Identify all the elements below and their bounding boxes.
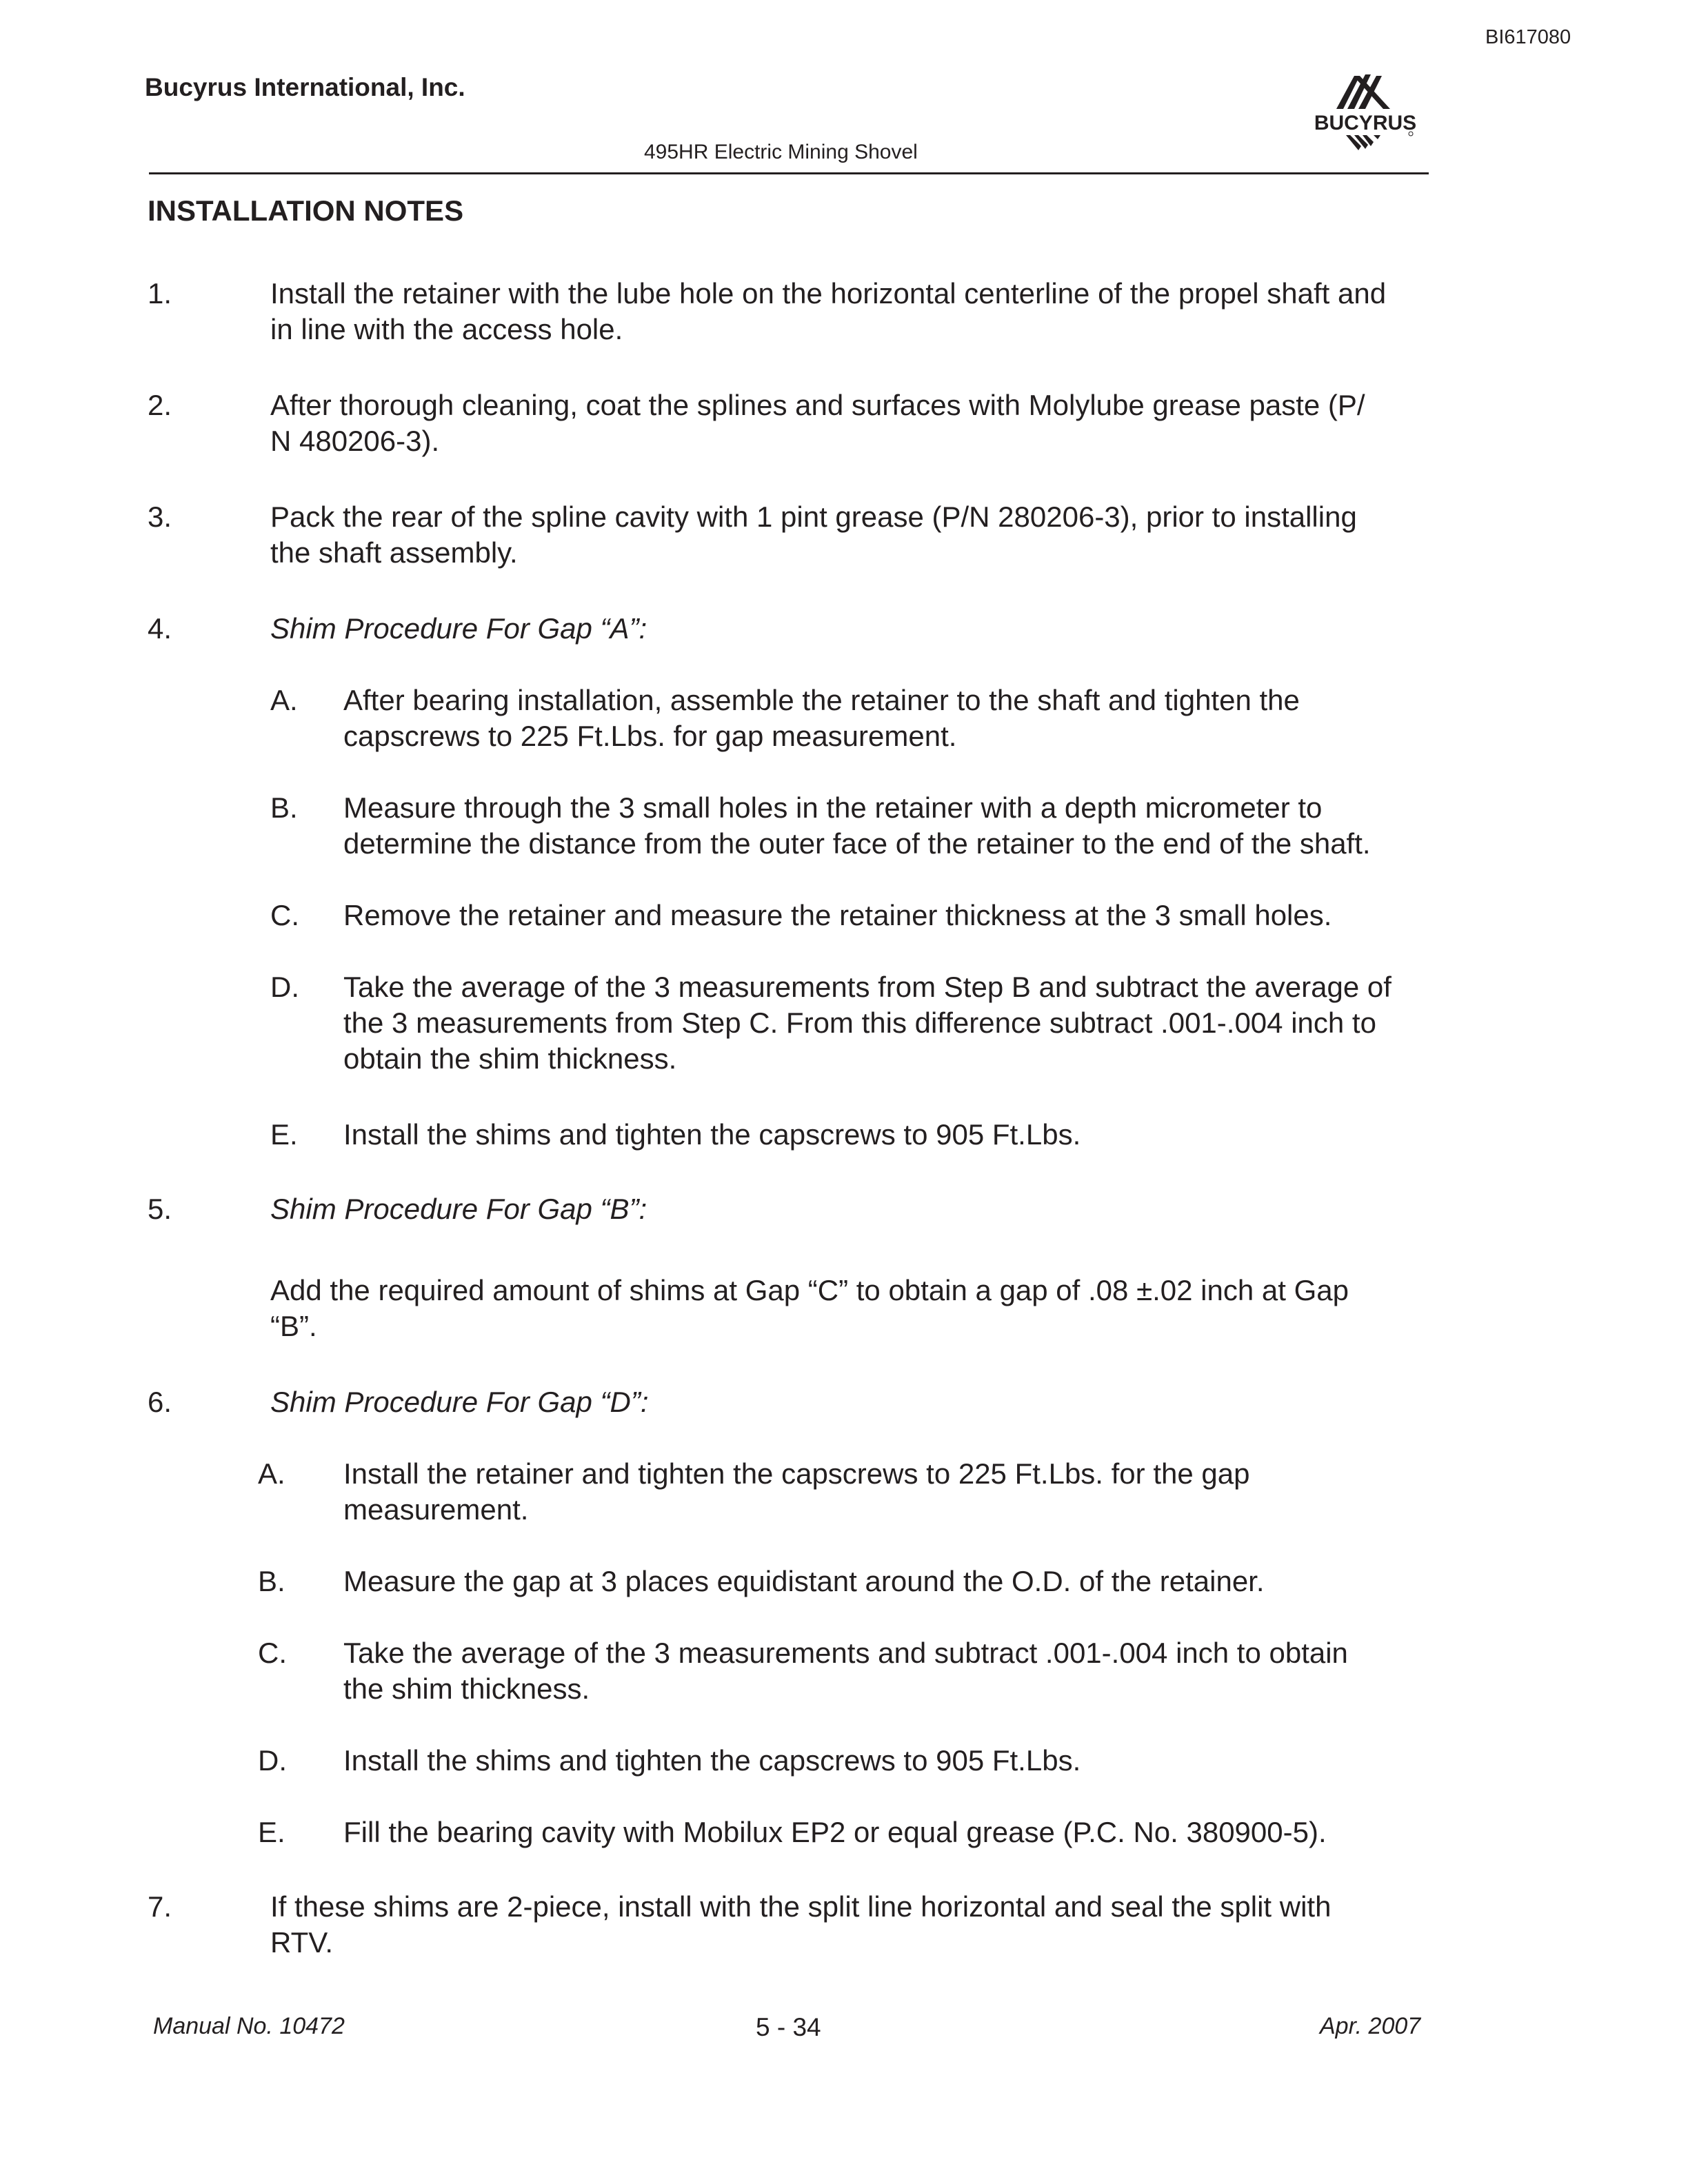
bucyrus-logo-icon — [1302, 69, 1429, 152]
note-6-step-c-line-1: Take the average of the 3 measurements and subtract .001-.004 inch to obtain — [343, 1637, 1348, 1669]
document-id: BI617080 — [1485, 26, 1571, 48]
note-7-line-2: RTV. — [270, 1926, 334, 1959]
note-4-step-c-line-1: Remove the retainer and measure the retainer thickness at the 3 small holes. — [343, 899, 1332, 931]
note-4-step-e-letter: E. — [270, 1118, 298, 1151]
note-6-step-b-line-1: Measure the gap at 3 places equidistant around the O.D. of the retainer. — [343, 1565, 1265, 1597]
model-name: 495HR Electric Mining Shovel — [644, 141, 918, 163]
note-5-heading: Shim Procedure For Gap “B”: — [270, 1193, 647, 1225]
note-4-step-d-line-2: the 3 measurements from Step C. From this difference subtract .001-.004 inch to — [343, 1007, 1376, 1039]
note-6-step-a-line-2: measurement. — [343, 1493, 529, 1526]
note-4-step-e-line-1: Install the shims and tighten the capscrews to 905 Ft.Lbs. — [343, 1118, 1081, 1151]
note-6-step-d-letter: D. — [258, 1744, 287, 1777]
note-5-body-line-2: “B”. — [270, 1310, 317, 1342]
note-4-step-b-line-1: Measure through the 3 small holes in the retainer with a depth micrometer to — [343, 791, 1323, 824]
footer-date: Apr. 2007 — [1320, 2013, 1421, 2039]
note-1-line-2: in line with the access hole. — [270, 313, 623, 345]
footer-page-number: 5 - 34 — [756, 2013, 821, 2041]
note-4-number: 4. — [148, 612, 172, 645]
note-4-heading: Shim Procedure For Gap “A”: — [270, 612, 647, 645]
note-6-step-e-line-1: Fill the bearing cavity with Mobilux EP2 or equal grease (P.C. No. 380900-5). — [343, 1816, 1327, 1848]
note-4-step-b-line-2: determine the distance from the outer face of the retainer to the end of the shaft. — [343, 827, 1371, 860]
note-4-step-a-line-1: After bearing installation, assemble the retainer to the shaft and tighten the — [343, 684, 1300, 716]
note-6-step-a-line-1: Install the retainer and tighten the capscrews to 225 Ft.Lbs. for the gap — [343, 1457, 1250, 1490]
note-4-step-c-letter: C. — [270, 899, 299, 931]
note-1-line-1: Install the retainer with the lube hole on the horizontal centerline of the propel shaft and — [270, 277, 1387, 310]
note-6-step-a-letter: A. — [258, 1457, 285, 1490]
note-6-heading: Shim Procedure For Gap “D”: — [270, 1386, 649, 1418]
note-2-line-1: After thorough cleaning, coat the splines and surfaces with Molylube grease paste (P/ — [270, 389, 1365, 421]
note-3-line-1: Pack the rear of the spline cavity with 1 pint grease (P/N 280206-3), prior to installing — [270, 501, 1357, 533]
note-3-line-2: the shaft assembly. — [270, 536, 518, 569]
section-heading: INSTALLATION NOTES — [148, 194, 464, 227]
note-4-step-a-line-2: capscrews to 225 Ft.Lbs. for gap measurement. — [343, 720, 957, 752]
note-7-number: 7. — [148, 1890, 172, 1923]
note-3-number: 3. — [148, 501, 172, 533]
note-6-step-d-line-1: Install the shims and tighten the capscrews to 905 Ft.Lbs. — [343, 1744, 1081, 1777]
note-5-number: 5. — [148, 1193, 172, 1225]
note-2-number: 2. — [148, 389, 172, 421]
note-7-line-1: If these shims are 2-piece, install with the split line horizontal and seal the split with — [270, 1890, 1332, 1923]
note-4-step-a-letter: A. — [270, 684, 298, 716]
note-6-number: 6. — [148, 1386, 172, 1418]
note-4-step-d-line-1: Take the average of the 3 measurements from Step B and subtract the average of — [343, 971, 1391, 1003]
logo-text: BUCYRUS — [1314, 112, 1417, 134]
footer-manual-number: Manual No. 10472 — [153, 2013, 345, 2039]
note-6-step-e-letter: E. — [258, 1816, 285, 1848]
note-4-step-d-line-3: obtain the shim thickness. — [343, 1042, 677, 1075]
note-6-step-c-letter: C. — [258, 1637, 287, 1669]
note-1-number: 1. — [148, 277, 172, 310]
note-2-line-2: N 480206-3). — [270, 425, 440, 457]
note-4-step-d-letter: D. — [270, 971, 299, 1003]
note-6-step-c-line-2: the shim thickness. — [343, 1672, 590, 1705]
note-4-step-b-letter: B. — [270, 791, 298, 824]
company-name: Bucyrus International, Inc. — [145, 73, 465, 101]
note-6-step-b-letter: B. — [258, 1565, 285, 1597]
note-5-body-line-1: Add the required amount of shims at Gap “C” to obtain a gap of .08 ±.02 inch at Gap — [270, 1274, 1349, 1306]
header-rule — [149, 172, 1429, 174]
